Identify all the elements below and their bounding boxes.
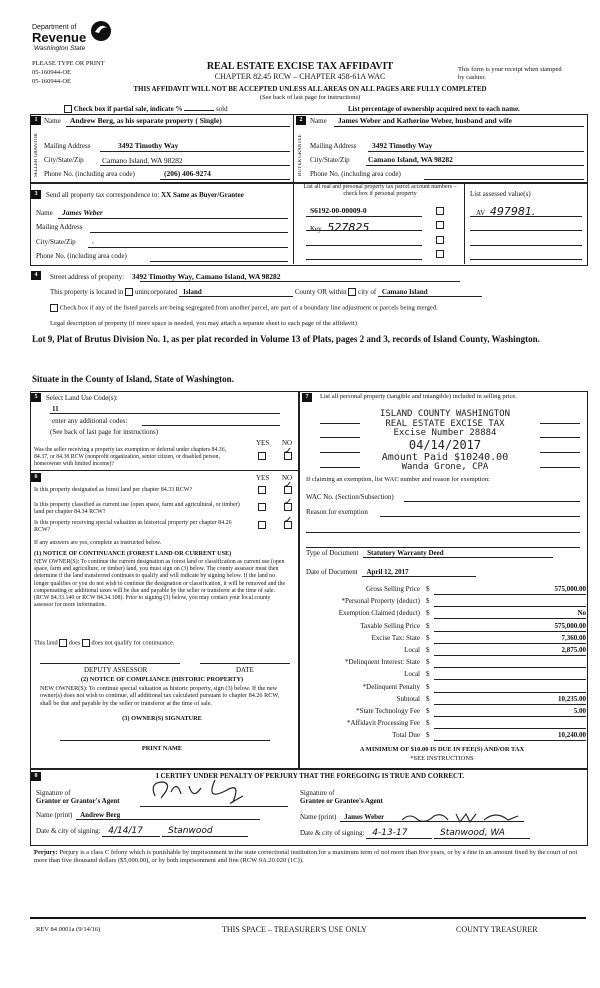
does-checkbox[interactable] bbox=[59, 639, 67, 647]
fee-dollar-sign: $ bbox=[426, 646, 430, 654]
send-tax-value: XX Same as Buyer/Grantee bbox=[161, 191, 244, 199]
this-land-label: This land bbox=[34, 639, 58, 647]
fee-label: *Delinquent Penalty bbox=[362, 682, 420, 691]
form-code-1: 05-160944-OE bbox=[32, 69, 71, 76]
stamp-line-4: 04/14/2017 bbox=[408, 437, 482, 452]
county-treasurer-label: COUNTY TREASURER bbox=[456, 925, 538, 934]
fee-row bbox=[298, 731, 590, 741]
continuance-text: NEW OWNER(S): To continue the current designation as forest land or classification as current use (open space, farm and agriculture, or timber) land, you must sign on (3) below. The county assessor must then determine if the land transferred continues to qualify and will indicate by signing below. If the land no longer qualifies or you do not wish to continue the designation or classification, it will be removed and the compensating or additional taxes will be due and payable by the seller or transferor at the time of sale. (RCW 84.33.140 or RCW 84.34.108). Prior to signing (3) below, you may contact your local county assessor for more information. bbox=[34, 559, 286, 609]
grantor-city: Stanwood bbox=[162, 826, 248, 837]
partial-sale-label: Check box if partial sale, indicate % bbox=[73, 105, 183, 113]
compliance-text: NEW OWNER(S): To continue special valuation as historic property, sign (3) below. If the new owner(s) does not wish to continue, all additional tax calculated pursuant to chapter 84.26 RCW, shall be due and payable by the seller or transferor at the time of sale. bbox=[40, 685, 280, 707]
if-yes-note: If any answers are yes, complete as instructed below. bbox=[34, 540, 162, 546]
fee-row bbox=[298, 695, 590, 705]
grantee-name-row bbox=[300, 813, 524, 822]
fee-dollar-sign: $ bbox=[426, 621, 430, 630]
doc-date-label: Date of Document bbox=[306, 568, 358, 576]
treasurer-only-label: THIS SPACE – TREASURER'S USE ONLY bbox=[222, 925, 367, 934]
grantor-sig-label-2: Grantor or Grantor's Agent bbox=[36, 797, 120, 805]
s6-q3-checkmark-icon: ✓ bbox=[284, 515, 293, 526]
receipt-note: This form is your receipt when stamped by cashier. bbox=[458, 66, 562, 81]
grantee-date-label: Date & city of signing: bbox=[300, 829, 365, 837]
grantor-sig-label-1: Signature of bbox=[36, 789, 71, 797]
s6-q3: Is this property receiving special valuation as historical property per chapter 84.26 RCW? bbox=[34, 520, 232, 533]
key-row bbox=[310, 221, 369, 234]
deputy-assessor-label: DEPUTY ASSESSOR bbox=[84, 666, 148, 674]
city-of-checkbox[interactable] bbox=[348, 288, 356, 296]
fee-dollar-sign: $ bbox=[426, 694, 430, 703]
s6-yes-label: YES bbox=[256, 474, 270, 482]
wac-label: WAC No. (Section/Subsection) bbox=[306, 493, 394, 501]
doc-date-row bbox=[306, 568, 476, 577]
dor-logo bbox=[30, 20, 120, 60]
city-of-label: city of bbox=[358, 288, 377, 296]
legal-description: Lot 9, Plat of Brutus Division No. 1, as per plat recorded in Volume 13 of Plats, pages 2 and 3, records of Island County, Washington. bbox=[32, 334, 540, 344]
grantor-name-row bbox=[36, 811, 260, 820]
assessed-value: 497981. bbox=[489, 205, 536, 218]
form-code-2: 05-160944-OE bbox=[32, 78, 71, 85]
fee-row bbox=[298, 585, 590, 595]
stamp-line-3: Excise Number 28884 bbox=[393, 428, 497, 438]
segregated-row bbox=[50, 304, 438, 312]
seller-name: Andrew Berg, as his separate property ( Single) bbox=[70, 116, 222, 125]
s5-no-label: NO bbox=[282, 439, 293, 447]
fee-row bbox=[298, 658, 590, 668]
key-value: 527825 bbox=[327, 221, 370, 234]
fee-row bbox=[298, 719, 590, 729]
grantor-sig-label bbox=[36, 789, 120, 805]
fee-row bbox=[298, 634, 590, 644]
unincorporated-checkbox[interactable] bbox=[125, 288, 133, 296]
parcel-2-checkbox[interactable] bbox=[436, 221, 444, 229]
fee-label: Local bbox=[404, 646, 420, 654]
fee-value: 575,000.00 bbox=[554, 621, 586, 630]
dept-line2: Revenue bbox=[32, 30, 87, 45]
street-value: 3492 Timothy Way, Camano Island, WA 98282 bbox=[131, 272, 281, 281]
s6-q3-yes-checkbox[interactable] bbox=[258, 521, 266, 529]
s6-q2-checkmark-icon: ✓ bbox=[284, 497, 293, 508]
see-back-note: (See back of last page for instructions) bbox=[259, 94, 361, 101]
seller-city: Camano Island, WA 98282 bbox=[102, 156, 183, 165]
sold-label: sold bbox=[215, 105, 228, 113]
s3-name: James Weber bbox=[62, 208, 103, 217]
grantee-name-label: Name (print) bbox=[300, 813, 337, 821]
parcel-header: List all real and personal property tax parcel account numbers – check box if personal property bbox=[303, 184, 457, 197]
buyer-name-label: Name bbox=[310, 117, 327, 125]
s6-q1-checkmark-icon: ✓ bbox=[284, 480, 293, 491]
owner-signature-label: (3) OWNER(S) SIGNATURE bbox=[122, 715, 202, 722]
fee-dollar-sign: $ bbox=[426, 670, 430, 679]
grantee-sig-label bbox=[300, 789, 383, 805]
grantee-sig-label-2: Grantee or Grantee's Agent bbox=[300, 797, 383, 805]
partial-sale-row bbox=[64, 105, 228, 113]
fee-label: *Affidavit Processing Fee bbox=[347, 719, 420, 728]
seller-mailing: 3492 Timothy Way bbox=[118, 141, 179, 150]
buyer-mailing-label: Mailing Address bbox=[310, 142, 357, 150]
print-name-label: PRINT NAME bbox=[141, 745, 183, 752]
fee-dollar-sign: $ bbox=[426, 658, 430, 667]
seller-name-label: Name bbox=[44, 117, 61, 125]
section-8-number: 8 bbox=[31, 772, 41, 781]
fee-row bbox=[298, 622, 590, 632]
s6-q1: Is this property designated as forest land per chapter 84.33 RCW? bbox=[34, 487, 193, 493]
buyer-city: Camano Island, WA 98282 bbox=[368, 155, 453, 164]
segregated-checkbox[interactable] bbox=[50, 304, 58, 312]
fee-dollar-sign: $ bbox=[426, 719, 430, 728]
doc-date-value: April 12, 2017 bbox=[362, 568, 476, 577]
send-tax-row bbox=[46, 191, 244, 199]
fee-value-line bbox=[434, 670, 586, 680]
stamp-line-1: ISLAND COUNTY WASHINGTON bbox=[379, 409, 511, 419]
grantor-name: Andrew Berg bbox=[76, 811, 260, 820]
fee-label: *Delinquent Interest: State bbox=[344, 658, 420, 667]
segregated-label: Check box if any of the listed parcels are being segregated from another parcel, are part of a boundary line adjustment or parcels being merged. bbox=[59, 304, 438, 312]
s5-no-checkmark-icon: ✓ bbox=[284, 446, 293, 457]
section-6-number: 6 bbox=[31, 473, 41, 482]
section-2-number: 2 bbox=[296, 116, 306, 125]
fee-value: 575,000.00 bbox=[554, 585, 586, 593]
land-use-code: 11 bbox=[52, 405, 59, 413]
grantee-sig-label-1: Signature of bbox=[300, 789, 335, 797]
fee-value: 10,235.00 bbox=[558, 694, 586, 703]
ownership-note: List percentage of ownership acquired next to each name. bbox=[348, 105, 520, 113]
fee-label: *State Technology Fee bbox=[356, 707, 420, 715]
does-label: does bbox=[68, 639, 81, 647]
fee-label: Total Due bbox=[392, 731, 420, 740]
warning-line: THIS AFFIDAVIT WILL NOT BE ACCEPTED UNLESS ALL AREAS ON ALL PAGES ARE FULLY COMPLETED bbox=[133, 85, 487, 93]
fee-dollar-sign: $ bbox=[426, 609, 430, 618]
perjury-label: Perjury: bbox=[34, 849, 58, 856]
fee-dollar-sign: $ bbox=[426, 597, 430, 606]
dor-logo-icon bbox=[90, 20, 112, 42]
dept-line1: Department of bbox=[32, 24, 77, 31]
compliance-title: (2) NOTICE OF COMPLIANCE (HISTORIC PROPERTY) bbox=[80, 676, 244, 683]
dept-line3: Washington State bbox=[34, 45, 86, 52]
fee-label: Excise Tax: State bbox=[371, 633, 420, 642]
seller-phone-label: Phone No. (including area code) bbox=[44, 170, 135, 178]
s6-q1-yes-checkbox[interactable] bbox=[258, 486, 266, 494]
assessed-av-label: AV bbox=[476, 209, 486, 217]
legal-label: Legal description of property (if more space is needed, you may attach a separate sheet to each page of the affidavit) bbox=[50, 320, 357, 327]
doc-type-label: Type of Document bbox=[306, 549, 359, 557]
perjury-text: Perjury is a class C felony which is punishable by imprisonment in the state correctional institution for a maximum term of not more than five years, or by a fine in an amount fixed by the court of not more than five thousand dollars ($5,000.00), or by both imprisonment and fine (RCW 9A.20.020 (1C)). bbox=[34, 849, 578, 864]
fee-dollar-sign: $ bbox=[426, 682, 430, 691]
fee-value-line bbox=[434, 719, 586, 729]
fee-row bbox=[298, 597, 590, 607]
fee-value-line bbox=[434, 597, 586, 607]
grantee-date: 4-13-17 bbox=[366, 828, 432, 839]
continuance-title: (1) NOTICE OF CONTINUANCE (FOREST LAND OR CURRENT USE) bbox=[34, 550, 232, 557]
fee-value-line bbox=[434, 609, 586, 619]
fee-row bbox=[298, 609, 590, 619]
exemption-question: Was the seller receiving a property tax exemption or deferral under chapters 84.36, 84.37, or 84.38 RCW (nonprofit organization, senior citizen, or disabled person, homeowner with limited income)? bbox=[34, 447, 227, 467]
parcel-1-checkbox[interactable] bbox=[436, 207, 444, 215]
section-7-number: 7 bbox=[302, 393, 312, 402]
additional-codes-label: enter any additional codes: bbox=[52, 417, 128, 425]
grantor-date-label: Date & city of signing: bbox=[36, 827, 101, 835]
key-label: Key bbox=[310, 225, 322, 233]
s3-city-label: City/State/Zip bbox=[36, 238, 76, 246]
unincorporated-label: unincorporated bbox=[134, 288, 178, 296]
fee-value: No bbox=[577, 609, 586, 618]
does-not-checkbox[interactable] bbox=[82, 639, 90, 647]
perjury-note bbox=[34, 849, 586, 865]
county-label: County OR within bbox=[294, 288, 347, 296]
s6-q2: Is this property classified as current use (open space, farm and agricultural, or timber) land per chapter 84.34 RCW? bbox=[34, 502, 240, 515]
buyer-side-label: BUYER GRANTEE bbox=[298, 134, 303, 176]
county-stamp bbox=[340, 410, 550, 472]
s5-yes-checkbox[interactable] bbox=[258, 452, 266, 460]
grantee-city: Stanwood, WA bbox=[434, 828, 530, 839]
s3-city: , bbox=[92, 237, 94, 245]
exemption-claim-label: If claiming an exemption, list WAC number and reason for exemption: bbox=[306, 476, 490, 483]
form-subtitle: CHAPTER 82.45 RCW – CHAPTER 458-61A WAC bbox=[214, 72, 386, 81]
stamp-line-6: Wanda Grone, CPA bbox=[401, 461, 489, 472]
fee-dollar-sign: $ bbox=[426, 633, 430, 642]
fee-value: 10,240.00 bbox=[558, 731, 586, 740]
s5-see-back: (See back of last page for instructions) bbox=[50, 428, 159, 436]
certify-statement: I CERTIFY UNDER PENALTY OF PERJURY THAT THE FOREGOING IS TRUE AND CORRECT. bbox=[155, 772, 464, 780]
fee-label: Taxable Selling Price bbox=[360, 621, 420, 630]
located-label: This property is located in bbox=[50, 288, 124, 296]
grantor-signature-icon bbox=[145, 776, 275, 806]
fee-value: 5.00 bbox=[573, 707, 586, 715]
situate-line: Situate in the County of Island, State of Washington. bbox=[32, 374, 234, 384]
fee-row bbox=[298, 646, 590, 656]
city-of-value: Camano Island bbox=[378, 288, 482, 297]
fees-footer-1: A MINIMUM OF $10.00 IS DUE IN FEE(S) AND/OR TAX bbox=[359, 746, 525, 753]
fee-row bbox=[298, 707, 590, 717]
street-label: Street address of property: bbox=[50, 273, 125, 281]
fees-footer-2: *SEE INSTRUCTIONS bbox=[410, 755, 474, 762]
fee-row bbox=[298, 670, 590, 680]
parcel-number-1: S6192-00-00009-0 bbox=[310, 206, 367, 215]
fee-label: Subtotal bbox=[396, 694, 420, 703]
seller-city-label: City/State/Zip bbox=[44, 156, 84, 164]
grantor-date: 4/14/17 bbox=[102, 826, 160, 837]
stamp-line-5: Amount Paid $10240.00 bbox=[381, 451, 509, 463]
does-not-label: does not qualify for continuance. bbox=[91, 639, 175, 647]
fee-label: Gross Selling Price bbox=[365, 585, 420, 593]
doc-type-value: Statutory Warranty Deed bbox=[363, 549, 553, 558]
buyer-name: James Weber and Katherine Weber, husband and wife bbox=[338, 116, 512, 125]
s6-no-label: NO bbox=[282, 474, 293, 482]
reason-label: Reason for exemption bbox=[306, 508, 368, 516]
fee-value-line bbox=[434, 683, 586, 693]
fee-value-line bbox=[434, 707, 586, 717]
buyer-city-label: City/State/Zip bbox=[310, 156, 350, 164]
fee-value: 7,360.00 bbox=[561, 633, 586, 642]
located-row bbox=[50, 288, 482, 297]
form-revision: REV 84 0001a (9/14/16) bbox=[36, 926, 101, 933]
fee-label: *Personal Property (deduct) bbox=[341, 597, 420, 606]
grantor-name-label: Name (print) bbox=[36, 811, 73, 819]
doc-type-row bbox=[306, 549, 553, 558]
partial-sale-checkbox[interactable] bbox=[64, 105, 72, 113]
section-5-number: 5 bbox=[31, 393, 41, 402]
fee-dollar-sign: $ bbox=[426, 707, 430, 715]
fee-label: Local bbox=[404, 670, 420, 679]
section-1-number: 1 bbox=[31, 116, 41, 125]
fee-label: Exemption Claimed (deduct) bbox=[338, 609, 420, 618]
buyer-phone-label: Phone No. (including area code) bbox=[310, 170, 401, 178]
parcel-4-checkbox[interactable] bbox=[436, 250, 444, 258]
grantee-name: James Weber bbox=[340, 813, 524, 822]
seller-mailing-label: Mailing Address bbox=[44, 142, 91, 150]
this-land-row bbox=[34, 639, 175, 647]
s5-yes-label: YES bbox=[256, 439, 270, 447]
s3-phone-label: Phone No. (including area code) bbox=[36, 252, 127, 260]
section-3-number: 3 bbox=[31, 190, 41, 199]
buyer-mailing: 3492 Timothy Way bbox=[372, 141, 433, 150]
date-label: DATE bbox=[236, 666, 254, 674]
fee-value-line bbox=[434, 658, 586, 668]
please-type: PLEASE TYPE OR PRINT bbox=[32, 60, 105, 67]
stamp-line-2: REAL ESTATE EXCISE TAX bbox=[385, 418, 505, 429]
parcel-3-checkbox[interactable] bbox=[436, 236, 444, 244]
seller-phone: (206) 406-9274 bbox=[164, 169, 211, 178]
fee-row bbox=[298, 683, 590, 693]
street-row bbox=[50, 272, 280, 281]
s6-q2-yes-checkbox[interactable] bbox=[258, 503, 266, 511]
fee-dollar-sign: $ bbox=[426, 585, 430, 593]
personal-property-label: List all personal property (tangible and intangible) included in selling price. bbox=[320, 393, 517, 400]
grantee-date-row bbox=[300, 828, 530, 839]
fee-dollar-sign: $ bbox=[426, 731, 430, 740]
land-use-label: Select Land Use Code(s): bbox=[46, 394, 118, 402]
fee-value: 2,875.00 bbox=[561, 646, 586, 654]
s3-mailing-label: Mailing Address bbox=[36, 223, 83, 231]
form-title: REAL ESTATE EXCISE TAX AFFIDAVIT bbox=[206, 61, 394, 72]
s3-name-label: Name bbox=[36, 209, 53, 217]
assessed-header: List assessed value(s) bbox=[470, 190, 531, 198]
seller-side-label: SELLER GRANTOR bbox=[34, 133, 39, 177]
grantor-date-row bbox=[36, 826, 248, 837]
unincorporated-value: Island bbox=[179, 288, 293, 297]
section-4-number: 4 bbox=[31, 271, 41, 280]
send-tax-label: Send all property tax correspondence to: bbox=[46, 191, 160, 199]
